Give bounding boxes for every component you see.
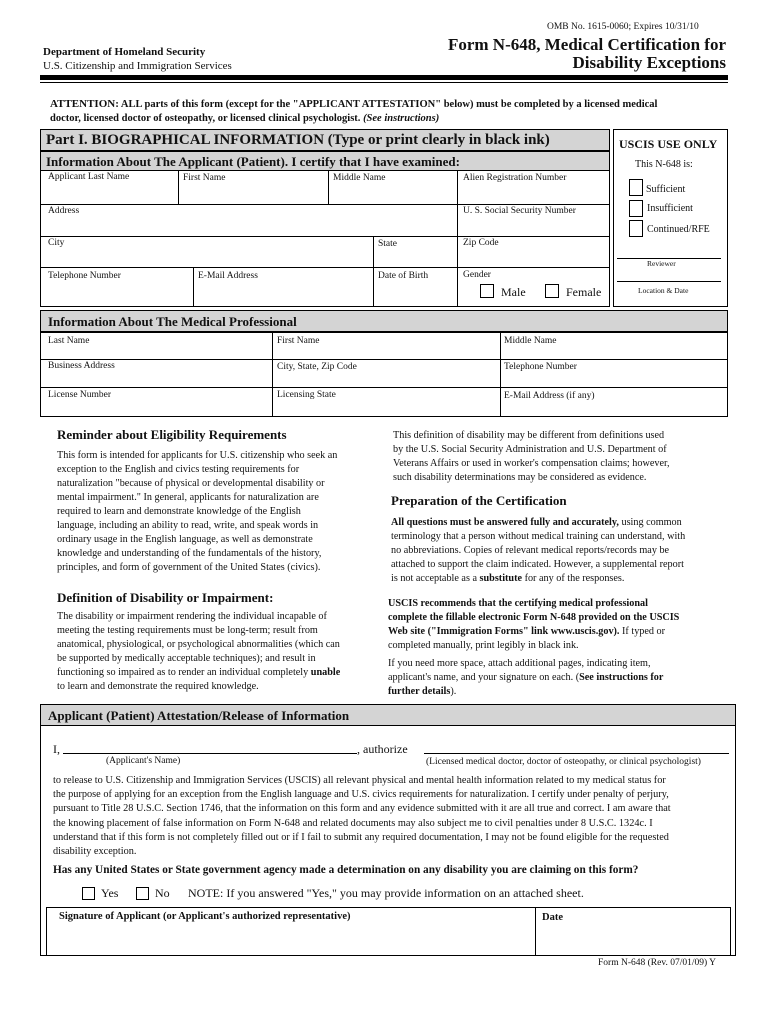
zip-label: Zip Code [463,238,499,248]
ssn-field[interactable] [459,217,608,235]
preparation-bold: All questions must be answered fully and accurately, [391,517,619,528]
license-number-label: License Number [48,390,112,400]
doctor-first-name-label: First Name [277,336,320,346]
no-checkbox[interactable] [136,887,149,900]
doctor-city-state-zip-field[interactable] [274,373,498,386]
preparation-line: terminology that a person without medical training can understand, with [391,531,686,542]
more-space-line-1: If you need more space, attach additional pages, indicating item, [388,658,651,669]
male-checkbox[interactable] [480,284,494,298]
reminder-line: exception to the English and civics testing requirements for [57,464,300,475]
sufficient-checkbox[interactable] [629,179,643,196]
preparation-text [391,516,736,586]
yes-note: NOTE: If you answered "Yes," you may provide information on an attached sheet. [188,886,584,900]
more-space-text [388,657,733,699]
form-title-line1: Form N-648, Medical Certification for [447,35,726,54]
city-field[interactable] [42,249,371,266]
right-def-line: Veterans Affairs or used in worker's compensation claims; however, [393,458,670,469]
definition-last-line: to learn and demonstrate the required knowledge. [57,681,259,692]
address-label: Address [48,206,80,216]
doctor-middle-name-field[interactable] [502,346,726,358]
no-label: No [155,886,170,900]
recommendation-line-4: completed manually, print legibly in black ink. [388,640,579,651]
definition-line: meeting the testing requirements must be long-term; result from [57,625,318,636]
attestation-authorize: , authorize [357,742,408,756]
attestation-body [53,774,738,859]
preparation-last-c: for any of the responses. [522,573,625,584]
telephone-field[interactable] [42,283,191,305]
licensed-professional-line [424,753,729,754]
continued-rfe-checkbox[interactable] [629,220,643,237]
more-space-further-details: further details [388,686,451,697]
reminder-line: mental impairment." In general, applicants for naturalization are [57,492,319,503]
attestation-line: disability exception. [53,846,137,858]
reminder-title: Reminder about Eligibility Requirements [57,427,287,442]
agency-name: U.S. Citizenship and Immigration Services [43,60,232,72]
date-field[interactable] [537,925,728,954]
reminder-line: principles, and form of government of the United States (civics). [57,562,321,573]
male-label: Male [501,285,526,299]
more-space-line-2a: applicant's name, and your signature on each. ( [388,672,580,683]
preparation-rest: using common [618,517,682,528]
applicant-first-name-label: First Name [183,173,226,183]
attention-label: ATTENTION: [50,98,119,110]
sufficient-label: Sufficient [646,184,686,195]
doctor-email-label: E-Mail Address (if any) [504,391,595,401]
applicant-last-name-field[interactable] [42,183,176,202]
applicant-name-caption: (Applicant's Name) [106,756,181,766]
attestation-line: the purpose of applying for an exception from the English language and U.S. civics requirements for naturalization. I certify under penalty of perjury, [53,789,669,801]
omb-number: OMB No. 1615-0060; Expires 10/31/10 [547,22,699,32]
email-label: E-Mail Address [198,271,258,281]
telephone-label: Telephone Number [48,271,121,281]
department-name: Department of Homeland Security [43,46,206,58]
recommendation-text [388,597,733,653]
doctor-last-name-field[interactable] [42,346,270,358]
reminder-line: This form is intended for applicants for U.S. citizenship who seek an [57,450,338,461]
female-checkbox[interactable] [545,284,559,298]
applicant-middle-name-field[interactable] [330,183,455,202]
definition-title: Definition of Disability or Impairment: [57,590,274,605]
attestation-line: to release to U.S. Citizenship and Immigration Services (USCIS) all relevant physical and mental health information related to my medical status for [53,775,666,786]
definition-line: be supported by medically acceptable techniques); and result in [57,653,316,664]
licensing-state-field[interactable] [274,402,498,415]
disability-determination-question: Has any United States or State government agency made a determination on any disability you are claiming on this form? [53,864,639,876]
uscis-this-is: This N-648 is: [635,159,693,170]
reminder-line: language, including an ability to read, write, and speak words in [57,520,319,531]
reminder-text [57,449,377,575]
more-space-end: ). [450,686,457,697]
recommendation-rest: If typed or [619,626,666,637]
continued-rfe-label: Continued/RFE [647,224,710,235]
doctor-last-name-label: Last Name [48,336,90,346]
header-rule-thin [40,82,728,83]
attention-notice [50,97,730,126]
doctor-telephone-field[interactable] [502,373,726,386]
date-label: Date [542,912,563,923]
attestation-header: Applicant (Patient) Attestation/Release of Information [48,708,350,723]
right-def-line: by the U.S. Social Security Administration and U.S. Department of [393,444,667,455]
disability-definition-note [393,429,733,485]
dob-field[interactable] [375,283,455,305]
yes-label: Yes [101,886,119,900]
business-address-field[interactable] [42,373,270,386]
attention-see-instructions: (See instructions) [360,113,440,124]
attestation-line: pursuant to Title 28 U.S.C. Section 1746, that the information on this form and any evidence submitted with it are all true and correct. I am aware that [53,803,671,815]
ssn-label: U. S. Social Security Number [463,206,576,216]
licensing-state-label: Licensing State [277,390,336,400]
attestation-line: the knowing placement of false information on Form N-648 and related documents may also subject me to civil penalties under 8 U.S.C. 1324c. I [53,817,653,829]
business-address-label: Business Address [48,361,115,371]
yes-checkbox[interactable] [82,887,95,900]
doctor-telephone-label: Telephone Number [504,362,577,372]
attention-text-1: ALL parts of this form (except for the "APPLICANT ATTESTATION" below) must be completed by a licensed medical [118,99,658,110]
preparation-line: no abbreviations. Copies of relevant medical reports/records may be [391,545,670,556]
email-field[interactable] [195,283,371,305]
applicant-name-field[interactable] [63,738,357,753]
reminder-line: naturalization "because of physical or developmental disability or [57,478,325,489]
form-title-line2: Disability Exceptions [572,53,726,72]
form-revision: Form N-648 (Rev. 07/01/09) Y [598,958,717,968]
attestation-i: I, [53,742,60,756]
signature-field[interactable] [48,925,533,954]
preparation-line: attached to support the claim indicated. However, a supplemental report [391,559,684,570]
reminder-line: knowledge and understanding of the fundamentals of the history, [57,548,322,559]
dob-label: Date of Birth [378,271,429,281]
insufficient-label: Insufficient [647,203,693,214]
applicant-first-name-field[interactable] [180,183,326,202]
female-label: Female [566,285,602,299]
right-def-line: This definition of disability may be different from definitions used [393,430,665,441]
signature-label: Signature of Applicant (or Applicant's authorized representative) [59,911,351,922]
medical-header: Information About The Medical Professional [48,314,297,329]
header-rule [40,75,728,80]
applicant-header: Information About The Applicant (Patient). I certify that I have examined: [46,154,460,169]
licensed-professional-field[interactable] [424,738,729,753]
doctor-email-field[interactable] [502,402,726,415]
preparation-last-a: is not acceptable as a [391,573,480,584]
alien-registration-field[interactable] [459,183,608,202]
doctor-city-state-zip-label: City, State, Zip Code [277,362,357,372]
right-def-line: such disability determinations may be considered as evidence. [393,472,647,483]
definition-line: anatomical, physiological, or psychological abnormalities (which can [57,639,340,650]
state-label: State [378,239,397,249]
recommendation-line: complete the fillable electronic Form N-648 provided on the USCIS [388,612,680,623]
location-date-label: Location & Date [638,286,689,295]
license-number-field[interactable] [42,402,270,415]
definition-unable: unable [310,667,341,678]
applicant-middle-name-label: Middle Name [333,173,386,183]
definition-text [57,610,377,694]
recommendation-line: USCIS recommends that the certifying medical professional [388,598,648,609]
applicant-name-line [63,753,357,754]
more-space-see-instructions: See instructions for [579,672,664,683]
zip-field[interactable] [459,249,608,266]
licensed-professional-caption: (Licensed medical doctor, doctor of osteopathy, or clinical psychologist) [426,757,701,767]
alien-registration-label: Alien Registration Number [463,173,567,183]
definition-line: The disability or impairment rendering the individual incapable of [57,611,327,622]
doctor-middle-name-label: Middle Name [504,336,557,346]
attestation-line: understand that if this form is not completely filled out or if I fail to submit any required documentation, I may not be found eligible for the requested [53,831,669,843]
gender-label: Gender [463,270,491,280]
insufficient-checkbox[interactable] [629,200,643,217]
reminder-line: ordinary usage in the English language, as well as demonstrate [57,534,313,545]
recommendation-website: Web site ("Immigration Forms" link www.uscis.gov). [388,626,620,637]
attention-text-2: doctor, licensed doctor of osteopathy, or licensed clinical psychologist. [50,113,361,124]
address-field[interactable] [42,217,455,235]
uscis-use-only-title: USCIS USE ONLY [619,137,718,151]
preparation-substitute: substitute [479,573,523,584]
applicant-last-name-label: Applicant Last Name [48,172,130,182]
reviewer-label: Reviewer [647,259,676,268]
city-label: City [48,238,65,248]
part1-title: Part I. BIOGRAPHICAL INFORMATION (Type or print clearly in black ink) [46,132,550,148]
reminder-line: required to learn and demonstrate knowledge of the English [57,506,301,517]
state-field[interactable] [375,249,455,266]
preparation-title: Preparation of the Certification [391,493,567,508]
doctor-first-name-field[interactable] [274,346,498,358]
definition-line: functioning so impaired as to render an individual completely [57,667,309,678]
